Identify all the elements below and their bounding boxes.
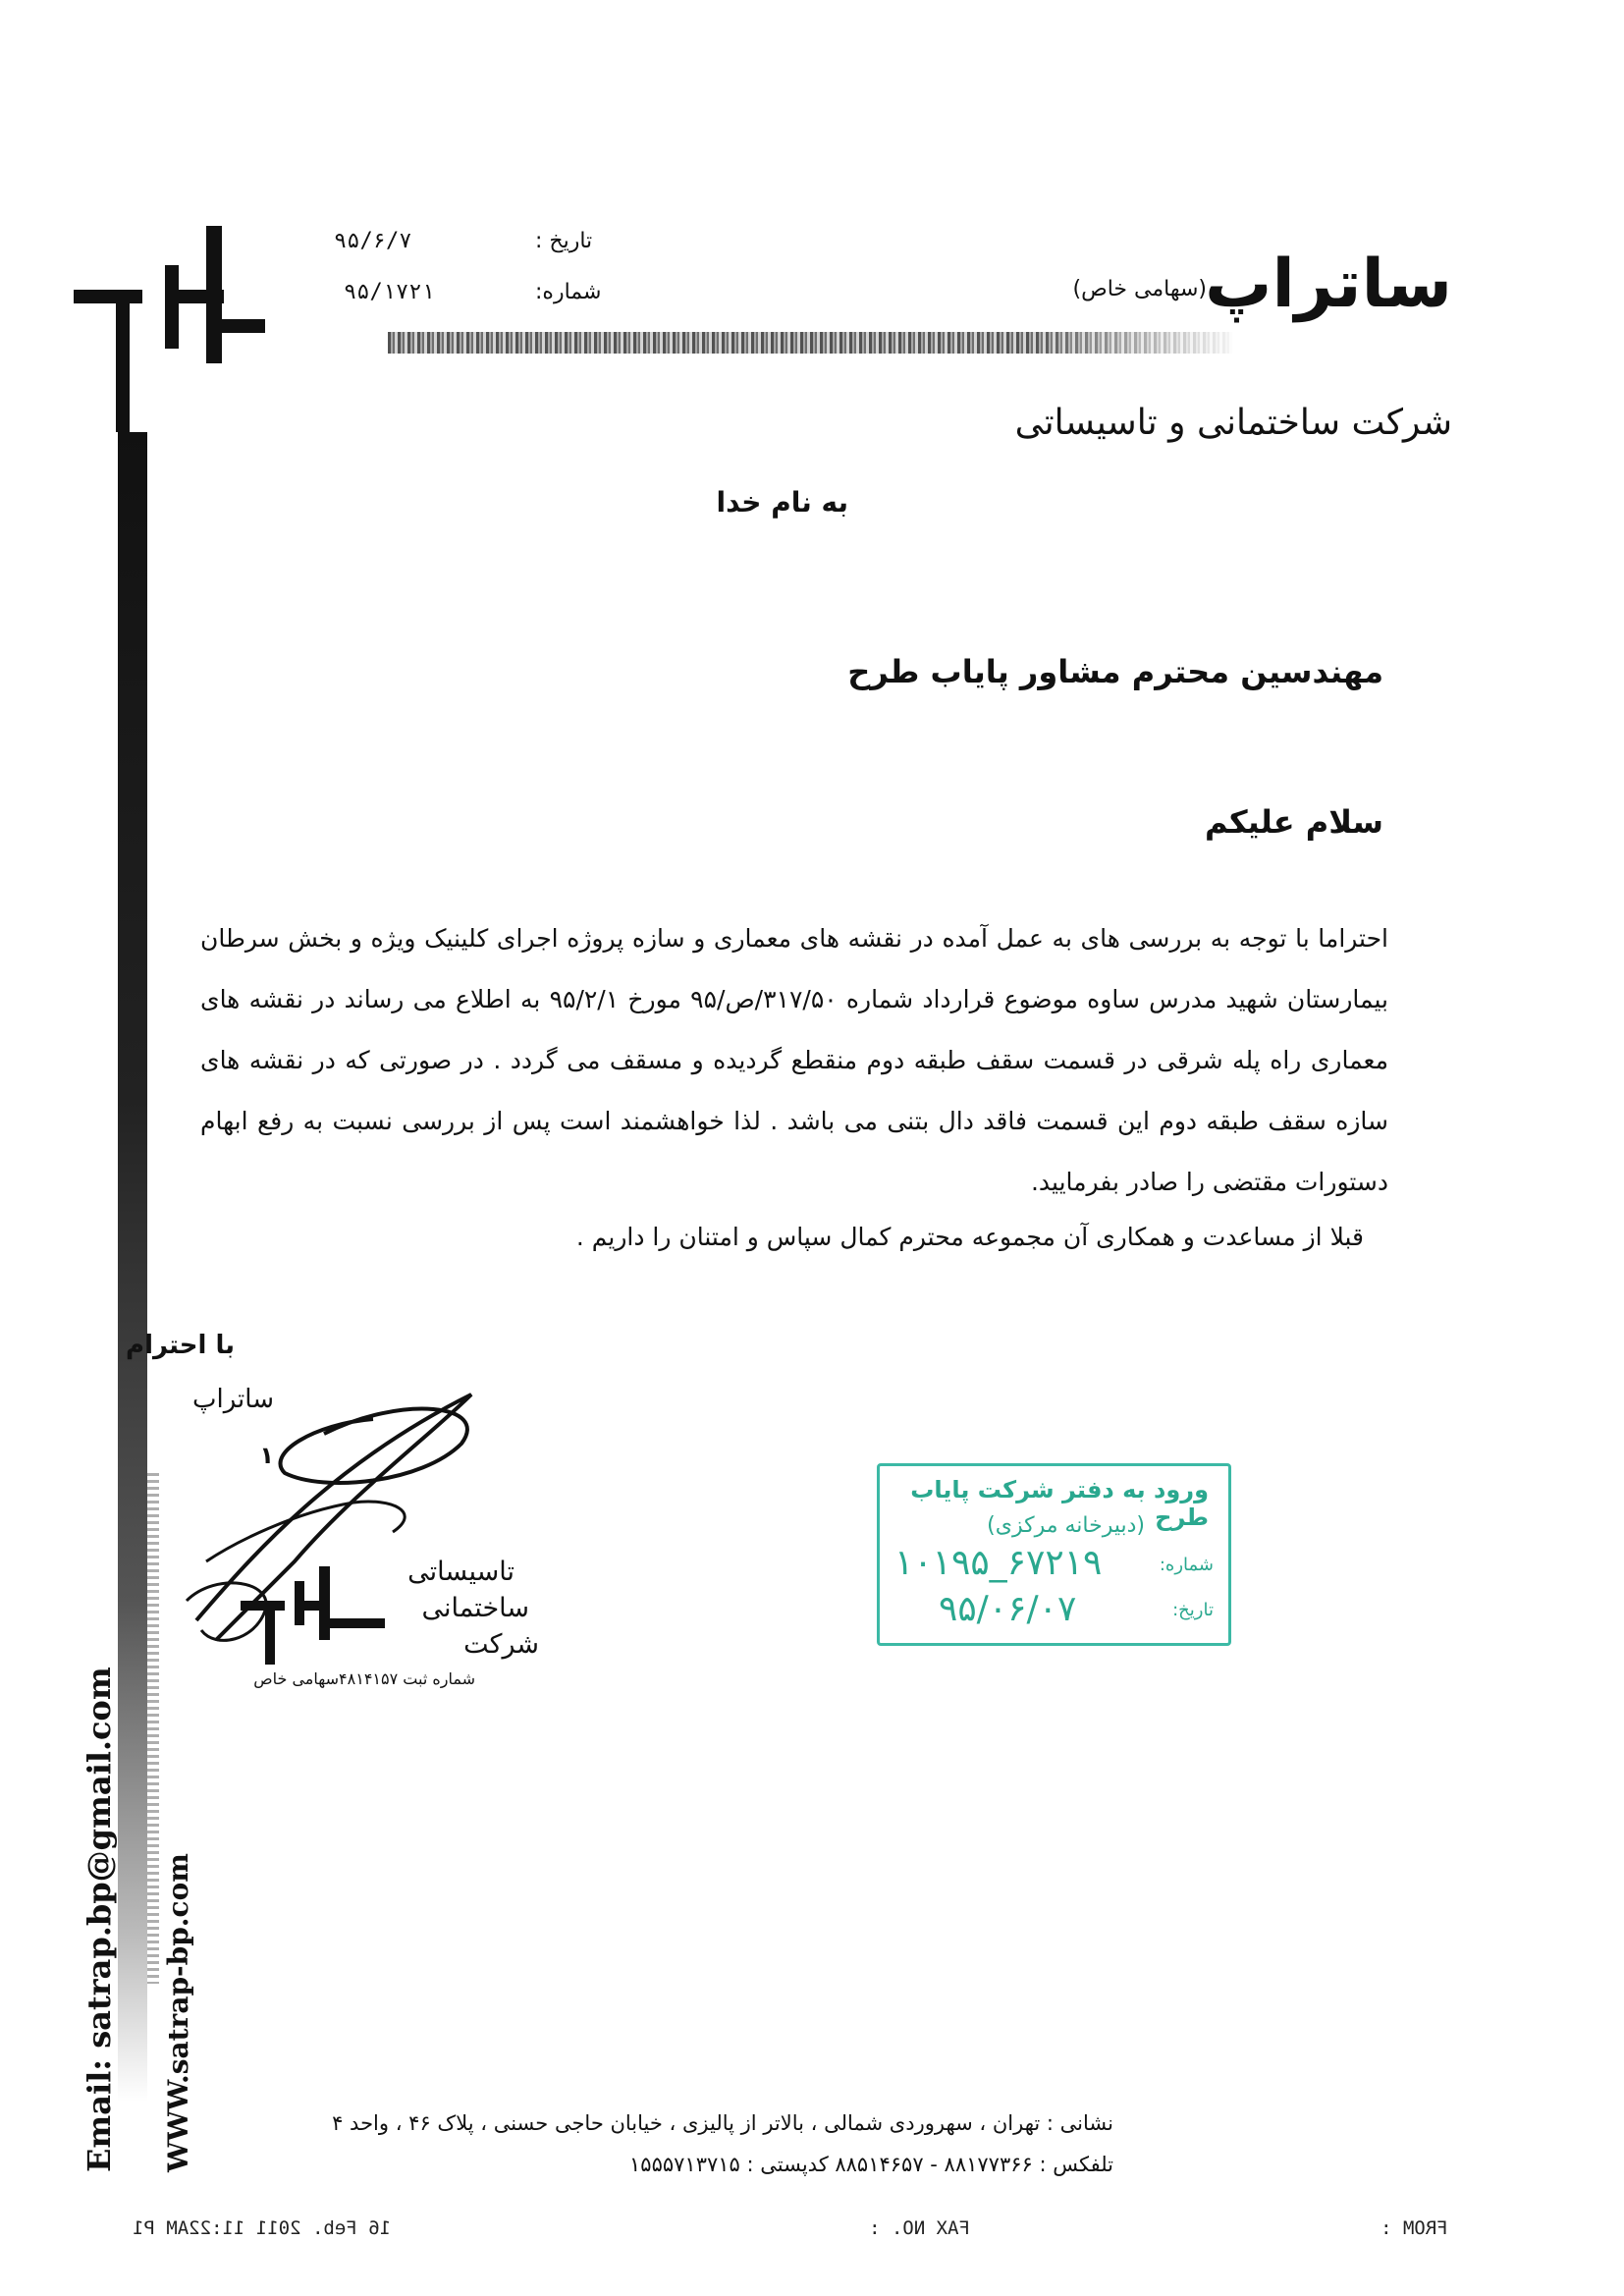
company-type: (سهامی خاص) xyxy=(1072,277,1207,301)
stamp-number-label: شماره: xyxy=(1159,1555,1214,1575)
closing-line: قبلا از مساعدت و همکاری آن مجموعه محترم کمال سپاس و امتنان را داریم . xyxy=(575,1223,1364,1251)
stamp-title: ورود به دفتر شرکت پایاب طرح xyxy=(910,1476,1209,1531)
signer-mark: ۱ xyxy=(259,1442,274,1469)
satrap-logo xyxy=(69,221,265,437)
greeting: سلام علیکم xyxy=(1204,803,1383,841)
regards: با احترام xyxy=(126,1331,235,1360)
phone: تلفکس : ۸۸۱۷۷۳۶۶ - ۸۸۵۱۴۶۵۷ کدپستی : ۱۵۵۵۷۱۳۷۱۵ xyxy=(629,2153,1113,2176)
bismillah: به نام خدا xyxy=(716,486,848,519)
date-label: تاریخ : xyxy=(535,229,593,253)
letter-body: احتراما با توجه به بررسی های به عمل آمده در نقشه های معماری و سازه پروژه اجرای کلینیک ویژه و بخش سرطان بیمارستان شهید مدرس ساوه موضوع قرارداد شماره ۳۱۷/۵۰/ص/۹۵ مورخ ۹۵/۲/۱ به اطلاع می رساند در نقشه های معماری راه پله شرقی در قسمت سقف طبقه دوم منقطع گردیده و مسقف می گردد . در صورتی که در نقشه های سازه سقف طبقه دوم این قسمت فاقد دال بتنی می باشد . لذا خواهشمند است پس از بررسی نسبت به رفع ابهام دستورات مقتضی را صادر بفرمایید. xyxy=(200,924,1389,1196)
fax-header-bar xyxy=(113,2217,1458,2253)
recipient: مهندسین محترم مشاور پایاب طرح xyxy=(847,653,1383,690)
address: نشانی : تهران ، سهروردی شمالی ، بالاتر از پالیزی ، خیابان حاجی حسنی ، پلاک ۴۶ ، واحد ۴ xyxy=(332,2111,1113,2135)
side-gradient-bar xyxy=(118,432,147,2102)
date-value: ۹۵/۶/۷ xyxy=(334,229,412,253)
stamp-date-label: تاریخ: xyxy=(1172,1600,1214,1620)
receipt-stamp xyxy=(877,1463,1231,1646)
stamp-subtitle: (دبیرخانه مرکزی) xyxy=(987,1513,1145,1538)
side-dotted-strip xyxy=(147,1473,159,1984)
company-name: ساتراپ xyxy=(1205,246,1452,323)
fax-datetime: 16 Feb. 2011 11:22AM P1 xyxy=(133,2217,392,2239)
contact-email: Email: satrap.bp@gmail.com xyxy=(81,1667,118,2172)
seal-line-1: تاسیساتی xyxy=(407,1557,514,1587)
number-value: ۹۵/۱۷۲۱ xyxy=(344,280,435,304)
header-band-fade xyxy=(1031,332,1247,354)
contact-website: WWW.satrap-bp.com xyxy=(162,1853,194,2172)
fax-number: FAX NO. : xyxy=(869,2217,970,2239)
fax-from: FROM : xyxy=(1380,2217,1448,2239)
stamp-number-value: ۱۰۱۹۵_۶۷۲۱۹ xyxy=(894,1543,1103,1583)
signer-company: ساتراپ xyxy=(192,1385,274,1414)
seal-line-2: ساختمانی xyxy=(421,1593,529,1623)
seal-registration: شماره ثبت ۴۸۱۴۱۵۷سهامی خاص xyxy=(253,1669,475,1688)
company-subtitle: شرکت ساختمانی و تاسیساتی xyxy=(1014,403,1452,443)
seal-line-3: شرکت xyxy=(463,1629,539,1660)
seal-logo xyxy=(236,1561,393,1669)
stamp-date-value: ۹۵/۰۶/۰۷ xyxy=(939,1589,1077,1629)
number-label: شماره: xyxy=(535,280,602,304)
